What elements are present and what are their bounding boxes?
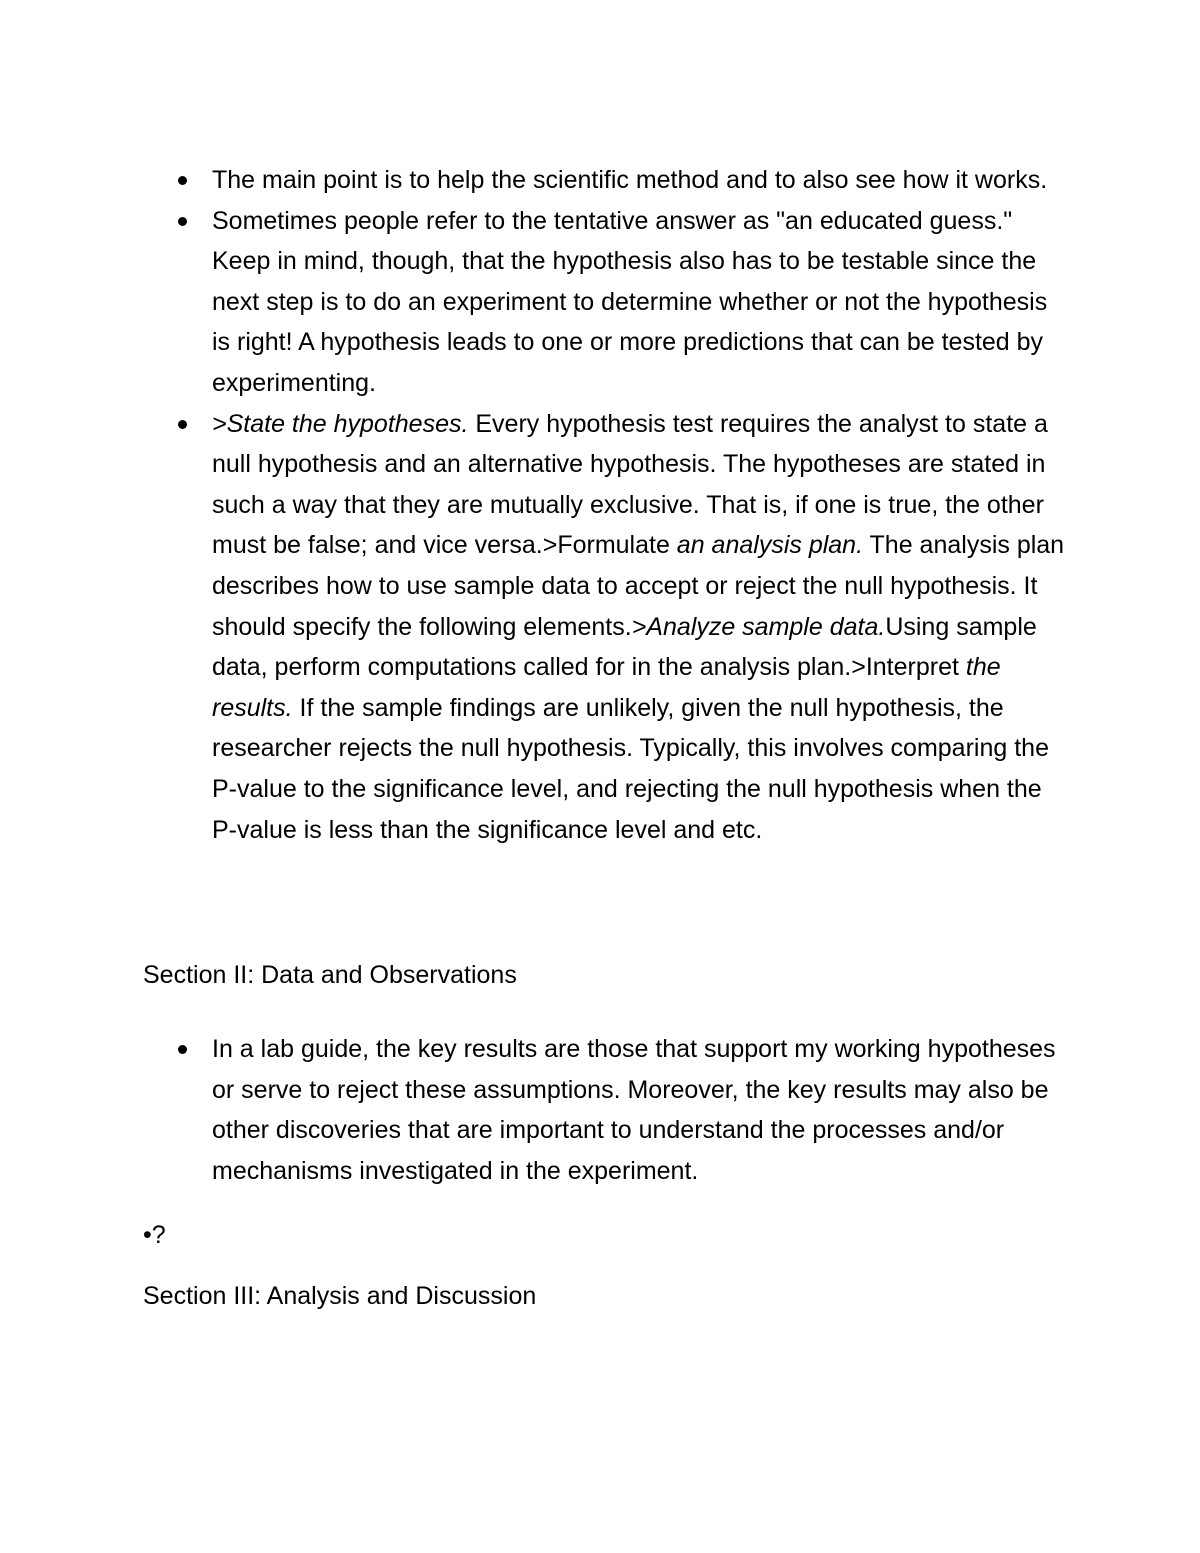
list-item: [212, 404, 1072, 851]
section-heading-analysis-discussion: Section III: Analysis and Discussion: [143, 1282, 537, 1310]
bullet-list-data: [212, 1029, 1072, 1191]
step-state-hypotheses: >State the hypotheses.: [212, 409, 469, 438]
bullet-icon: [178, 176, 187, 185]
list-item-text: The main point is to help the scientific method and to also see how it works.: [212, 166, 1048, 194]
list-item: [212, 1029, 1072, 1191]
step-analyze-data: >Analyze sample data.: [631, 612, 886, 641]
list-item: [212, 160, 1072, 201]
bullet-icon: [178, 217, 187, 226]
bullet-list-intro: [212, 160, 1072, 850]
step-interpret-results: the results.: [212, 653, 1001, 722]
text-run: Using sample data, perform computations called for in the analysis plan.>Interpret: [212, 612, 1037, 682]
step-analysis-plan: an analysis plan.: [676, 531, 864, 560]
list-item-text: Sometimes people refer to the tentative answer as "an educated guess." Keep in mind, though, that the hypothesis also has to be testable since the next step is to do an experiment to determine whether or not the hypothesis is right! A hypothesis leads to one or more predictions that can be tested by experimenting.: [212, 206, 1048, 397]
bullet-icon: [178, 420, 187, 429]
list-item-text: In a lab guide, the key results are those that support my working hypotheses or serve to reject these assumptions. Moreover, the key results may also be other discoveries that are important to understand the processes and/or mechanisms investigated in the experiment.: [212, 1035, 1056, 1185]
text-run: The analysis plan describes how to use sample data to accept or reject the null hypothesis. It should specify the following elements.: [212, 531, 1065, 641]
bullet-icon: [178, 1045, 187, 1054]
stray-bullet-marker: •?: [143, 1221, 166, 1249]
text-run: If the sample findings are unlikely, given the null hypothesis, the researcher rejects the null hypothesis. Typically, this involves comparing the P-value to the significance level, and rejecting the null hypothesis when the P-value is less than the significance level and etc.: [212, 693, 1049, 844]
list-item-text: [212, 410, 1064, 844]
text-run: Every hypothesis test requires the analyst to state a null hypothesis and an alternative hypothesis. The hypotheses are stated in such a way that they are mutually exclusive. That is, if one is true, the other must be false; and vice versa.>Formulate: [212, 409, 1048, 560]
section-heading-data-observations: Section II: Data and Observations: [143, 961, 517, 989]
list-item: [212, 201, 1072, 404]
